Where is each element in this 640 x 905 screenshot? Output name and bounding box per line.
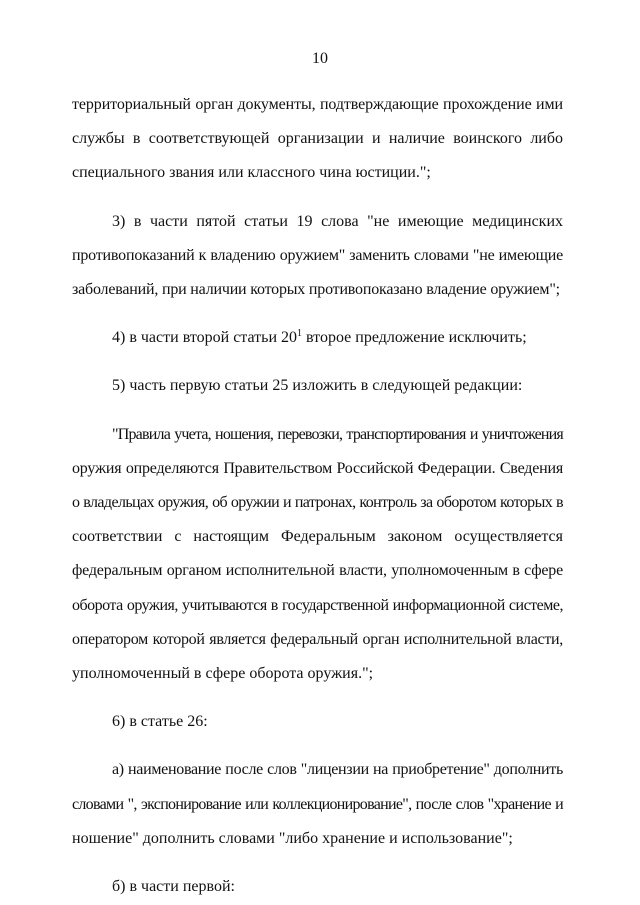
superscript-index: 1	[297, 328, 303, 340]
text-line: б) в части первой:	[112, 878, 235, 896]
text-line: а) наименование после слов "лицензии на приобретение" дополнить	[112, 761, 563, 779]
text-line: территориальный орган документы, подтверждающие прохождение ими	[72, 96, 563, 113]
text-line	[72, 321, 563, 355]
text-line: специального звания или классного чина юстиции.";	[72, 164, 431, 182]
text-line: оборота оружия, учитываются в государственной информационной системе,	[72, 596, 563, 614]
text-line: оружия определяются Правительством Российской Федерации. Сведения	[72, 459, 563, 477]
text-line: ношение" дополнить словами "либо хранение и использование";	[72, 829, 513, 847]
text-line: соответствии с настоящим Федеральным законом осуществляется	[72, 528, 563, 546]
paragraph-subitem-a	[72, 753, 563, 856]
paragraph-item-3	[72, 205, 563, 308]
paragraph-item-4	[72, 321, 563, 355]
page-number: 10	[312, 50, 328, 67]
text-line: уполномоченный в сфере оборота оружия.";	[72, 665, 374, 683]
text-line: 6) в статье 26:	[112, 713, 208, 731]
text-line: федеральным органом исполнительной власти, уполномоченным в сфере	[72, 562, 563, 580]
document-body	[72, 88, 563, 904]
paragraph-subitem-b	[72, 870, 563, 904]
paragraph-quoted-rules	[72, 418, 563, 692]
text-fragment: 4) в части второй статьи 20	[112, 329, 298, 347]
paragraph-continuation	[72, 88, 563, 191]
text-line: о владельцах оружия, об оружии и патронах, контроль за оборотом которых в	[72, 494, 563, 512]
text-line: противопоказаний к владению оружием" заменить словами "не имеющие	[72, 246, 563, 264]
text-line: 3) в части пятой статьи 19 слова "не имеющие медицинских	[112, 212, 563, 230]
paragraph-item-6	[72, 705, 563, 739]
text-line: оператором которой является федеральный орган исполнительной власти,	[72, 630, 563, 648]
text-line: службы в соответствующей организации и наличие воинского либо	[72, 130, 563, 148]
text-line: словами ", экспонирование или коллекционирование", после слов "хранение и	[72, 795, 563, 813]
paragraph-item-5	[72, 369, 563, 403]
text-line: "Правила учета, ношения, перевозки, транспортирования и уничтожения	[112, 425, 563, 443]
text-line: 5) часть первую статьи 25 изложить в следующей редакции:	[112, 377, 523, 395]
text-fragment: второе предложение исключить;	[302, 329, 527, 347]
text-line: заболеваний, при наличии которых противопоказано владение оружием";	[72, 281, 560, 299]
